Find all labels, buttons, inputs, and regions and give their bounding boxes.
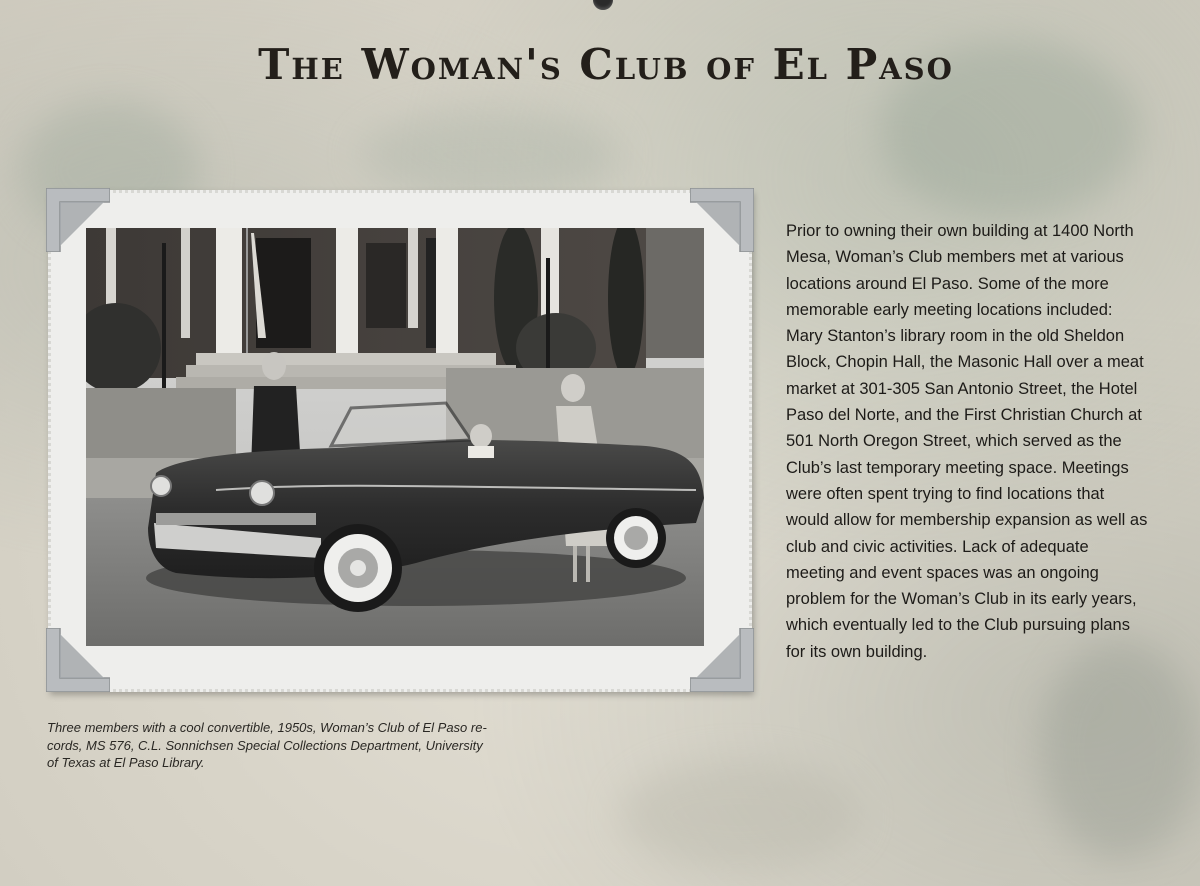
caption-line: Three members with a cool convertible, 1950s, Woman’s Club of El Paso re- [47,720,487,735]
article-line: market at 301-305 San Antonio Street, the Hotel [786,379,1138,398]
article-line: Mesa, Woman’s Club members met at various [786,248,1124,267]
hanging-hole [593,0,613,10]
article-line: for its own building. [786,642,928,661]
article-line: locations around El Paso. Some of the more [786,274,1109,293]
caption-line: of Texas at El Paso Library. [47,755,205,770]
article-body [786,218,1182,665]
paper-stain [1040,640,1200,860]
article-line: Club’s last temporary meeting space. Meetings [786,458,1129,477]
photo-corner-bottom-right [690,628,754,692]
article-line: problem for the Woman’s Club in its early years, [786,590,1137,609]
article-line: were often spent trying to find locations that [786,484,1105,503]
historic-photo [86,228,704,646]
article-line: 501 North Oregon Street, which served as the [786,432,1122,451]
article-line: Paso del Norte, and the First Christian Church at [786,406,1142,425]
article-line: club and civic activities. Lack of adequate [786,537,1089,556]
article-line: Block, Chopin Hall, the Masonic Hall over a meat [786,353,1144,372]
photo-corner-bottom-left [46,628,110,692]
caption-line: cords, MS 576, C.L. Sonnichsen Special Collections Department, University [47,737,483,753]
article-line: which eventually led to the Club pursuing plans [786,616,1130,635]
photo-corner-top-right [690,188,754,252]
article-line: would allow for membership expansion as well as [786,511,1148,530]
photo-caption [47,719,567,772]
article-line: meeting and event spaces was an ongoing [786,563,1099,582]
article-line: Prior to owning their own building at 1400 North [786,222,1134,240]
photo-corner-top-left [46,188,110,252]
article-line: memorable early meeting locations included: [786,300,1113,319]
page-title: The Woman's Club of El Paso [258,40,954,89]
paper-stain [360,110,620,200]
article-line: Mary Stanton’s library room in the old Sheldon [786,327,1125,346]
paper-stain [620,760,860,870]
